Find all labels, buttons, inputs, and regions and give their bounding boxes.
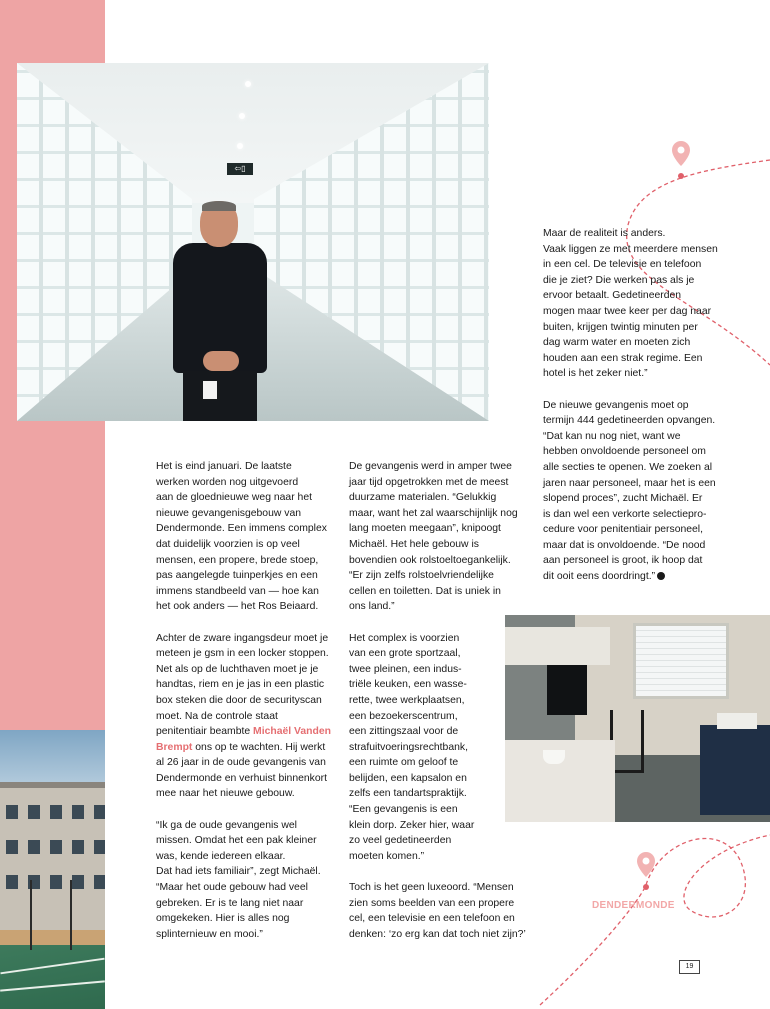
paragraph: Het is eind januari. De laatste werken worden nog uitgevoerd aan de gloednieuwe weg naar het nieuwe gevangenisgebouw van Dendermonde. Een immens complex dat duidelijk voorzien is op veel mensen, een propere, brede stoep, pas aangelegde tuinperkjes en een immens standbeeld van — hoe kan het ook anders — het Ros Beiaard.	[156, 461, 327, 613]
paragraph: De gevangenis werd in amper twee jaar tijd opgetrokken met de meest duurzame materialen. “Gelukkig maar, want het zal waarschijnlijk nog lang moeten meegaan”, knipoogt Michaël. Het hele gebouw is bovendien ook rolstoeltoegankelijk. “Er zijn zelfs rolstoelvriendelijke cellen en toiletten. Dat is uniek in ons land.”	[349, 461, 518, 613]
map-pin-icon	[672, 141, 690, 179]
paragraph: Toch is het geen luxeoord. “Mensen zien soms beelden van een propere cel, een televisie en een telefoon en denken: ‘zo erg kan dat toch niet zijn?’	[349, 882, 526, 940]
highlighted-name: Michaël Vanden Brempt	[156, 726, 332, 753]
route-line-bottom	[540, 835, 770, 1005]
article-column-2	[349, 459, 537, 958]
article-column-1	[156, 459, 346, 958]
exit-sign: ⇦▯	[227, 163, 253, 175]
end-of-article-icon	[657, 572, 665, 580]
article-column-3	[543, 226, 733, 600]
page-number: 19	[679, 960, 700, 974]
map-location-label: DENDERMONDE	[592, 900, 675, 911]
paragraph: De nieuwe gevangenis moet op termijn 444 gedetineerden opvangen. “Dat kan nu nog niet, want we hebben onvoldoende personeel om alle secties te openen. We zoeken al jaren naar personeel, maar het is een slopend proces”, zucht Michaël. Er is dan wel een verkorte selectiepro- cedure voor penitentiair personeel, maar dat is onvoldoende. “De nood aan personeel is groot, ik hoop dat dit ooit eens doordringt.”	[543, 399, 716, 583]
paragraph: Achter de zware ingangsdeur moet je meteen je gsm in een locker stoppen. Net als op de luchthaven moet je je handtas, riem en je jas in een plastic box steken die door de securityscan moet. Na de controle staat penitentiair beambte Michaël Vanden Brempt ons op te wachten. Hij werkt al 26 jaar in de oude gevangenis van Dendermonde en verhuist binnenkort mee naar het nieuwe gebouw.	[156, 632, 332, 800]
paragraph: Het complex is voorzien van een grote sportzaal, twee pleinen, een indus- triële keuken, een wasse- rette, twee werkplaatsen, een bezoekerscentrum, een zittingszaal voor de strafuitvoeringsrechtbank, een ruimte om geloof te belijden, een kapsalon en zelfs een tandartspraktijk. “Een gevangenis is een klein dorp. Zeker hier, waar zo veel gedetineerden moeten komen.”	[349, 632, 475, 862]
paragraph: Maar de realiteit is anders. Vaak liggen ze met meerdere mensen in een cel. De televisie en telefoon die je ziet? Die werken pas als je ervoor betaalt. Gedetineerden mogen maar twee keer per dag naar buiten, krijgen twintig minuten per dag warm water en moeten zich houden aan een strak regime. Een hotel is het zeker niet.”	[543, 228, 718, 380]
paragraph: “Ik ga de oude gevangenis wel missen. Omdat het een pak kleiner was, kende iedereen elkaar. Dat had iets familiair”, zegt Michaël. “Maar het oude gebouw had veel gebreken. Er is te lang niet naar omgekeken. Hier is alles nog splinternieuw en mooi.”	[156, 819, 321, 940]
